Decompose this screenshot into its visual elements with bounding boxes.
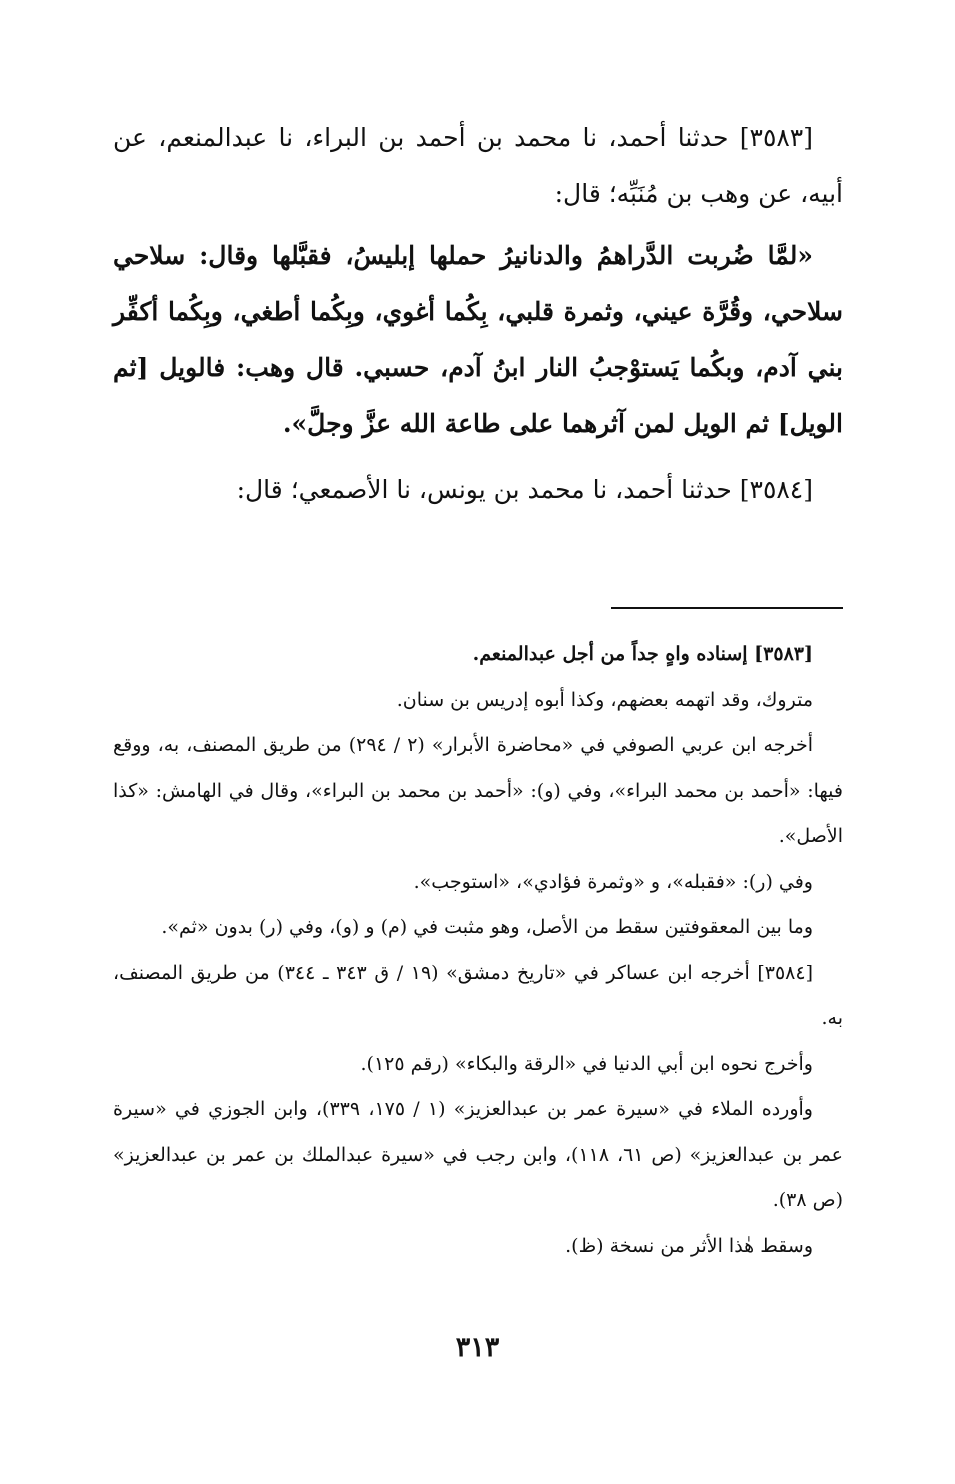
footnote-line: متروك، وقد اتهمه بعضهم، وكذا أبوه إدريس بن سنان. bbox=[396, 688, 813, 711]
footnote-line: وفي (ر): «فقبله»، و «وثمرة فؤادي»، «استوجب». bbox=[413, 870, 813, 893]
hadith-3584-chain: [٣٥٨٤] حدثنا أحمد، نا محمد بن يونس، نا الأصمعي؛ قال: bbox=[236, 475, 813, 504]
hadith-3583-chain: [٣٥٨٣] حدثنا أحمد، نا محمد بن أحمد بن البراء، نا عبدالمنعم، عن أبيه، عن وهب بن مُنَبِّه؛ قال: bbox=[113, 123, 843, 208]
footnotes bbox=[113, 632, 843, 1269]
footnote-line: وأخرج نحوه ابن أبي الدنيا في «الرقة والبكاء» (رقم ١٢٥). bbox=[360, 1052, 813, 1075]
main-text bbox=[113, 110, 843, 518]
footnote-separator bbox=[611, 607, 843, 609]
footnote-line: وما بين المعقوفتين سقط من الأصل، وهو مثبت في (م) و (و)، وفي (ر) بدون «ثم». bbox=[161, 916, 813, 938]
page-number: ٣١٣ bbox=[455, 1332, 500, 1363]
hadith-3583-quote: «لمَّا ضُربت الدَّراهمُ والدنانيرُ حملها إبليسُ، فقبَّلها وقال: سلاحي سلاحي، وقُرَّة عيني، وثمرة قلبي، بِكُما أغوي، وبِكُما أطغي، وبِكُما أكفِّر بني آدم، وبكُما يَستوْجبُ النار ابنُ آدم، حسبي. قال وهب: فالويل [ثم الويل] ثم الويل لمن آثرهما على طاعة الله عزَّ وجلَّ». bbox=[113, 241, 843, 438]
footnote-line: وسقط هٰذا الأثر من نسخة (ظ). bbox=[565, 1234, 813, 1257]
footnote-3584-heading: [٣٥٨٤] أخرجه ابن عساكر في «تاريخ دمشق» (١٩ / ق ٣٤٣ ـ ٣٤٤) من طريق المصنف، به. bbox=[113, 961, 843, 1029]
footnote-line: وأورده الملاء في «سيرة عمر بن عبدالعزيز» (١ / ١٧٥، ٣٣٩)، وابن الجوزي في «سيرة عمر بن عبدالعزيز» (ص ٦١، ١١٨)، وابن رجب في «سيرة عبدالملك بن عمر بن عبدالعزيز» (ص ٣٨). bbox=[113, 1098, 843, 1211]
footnote-line: أخرجه ابن عربي الصوفي في «محاضرة الأبرار» (٢ / ٢٩٤) من طريق المصنف، به، ووقع فيها: «أحمد بن محمد البراء»، وفي (و): «أحمد بن محمد بن البراء»، وقال في الهامش: «كذا الأصل». bbox=[113, 734, 843, 847]
footnote-3583-heading: [٣٥٨٣] إسناده واهٍ جداً من أجل عبدالمنعم. bbox=[472, 643, 813, 665]
